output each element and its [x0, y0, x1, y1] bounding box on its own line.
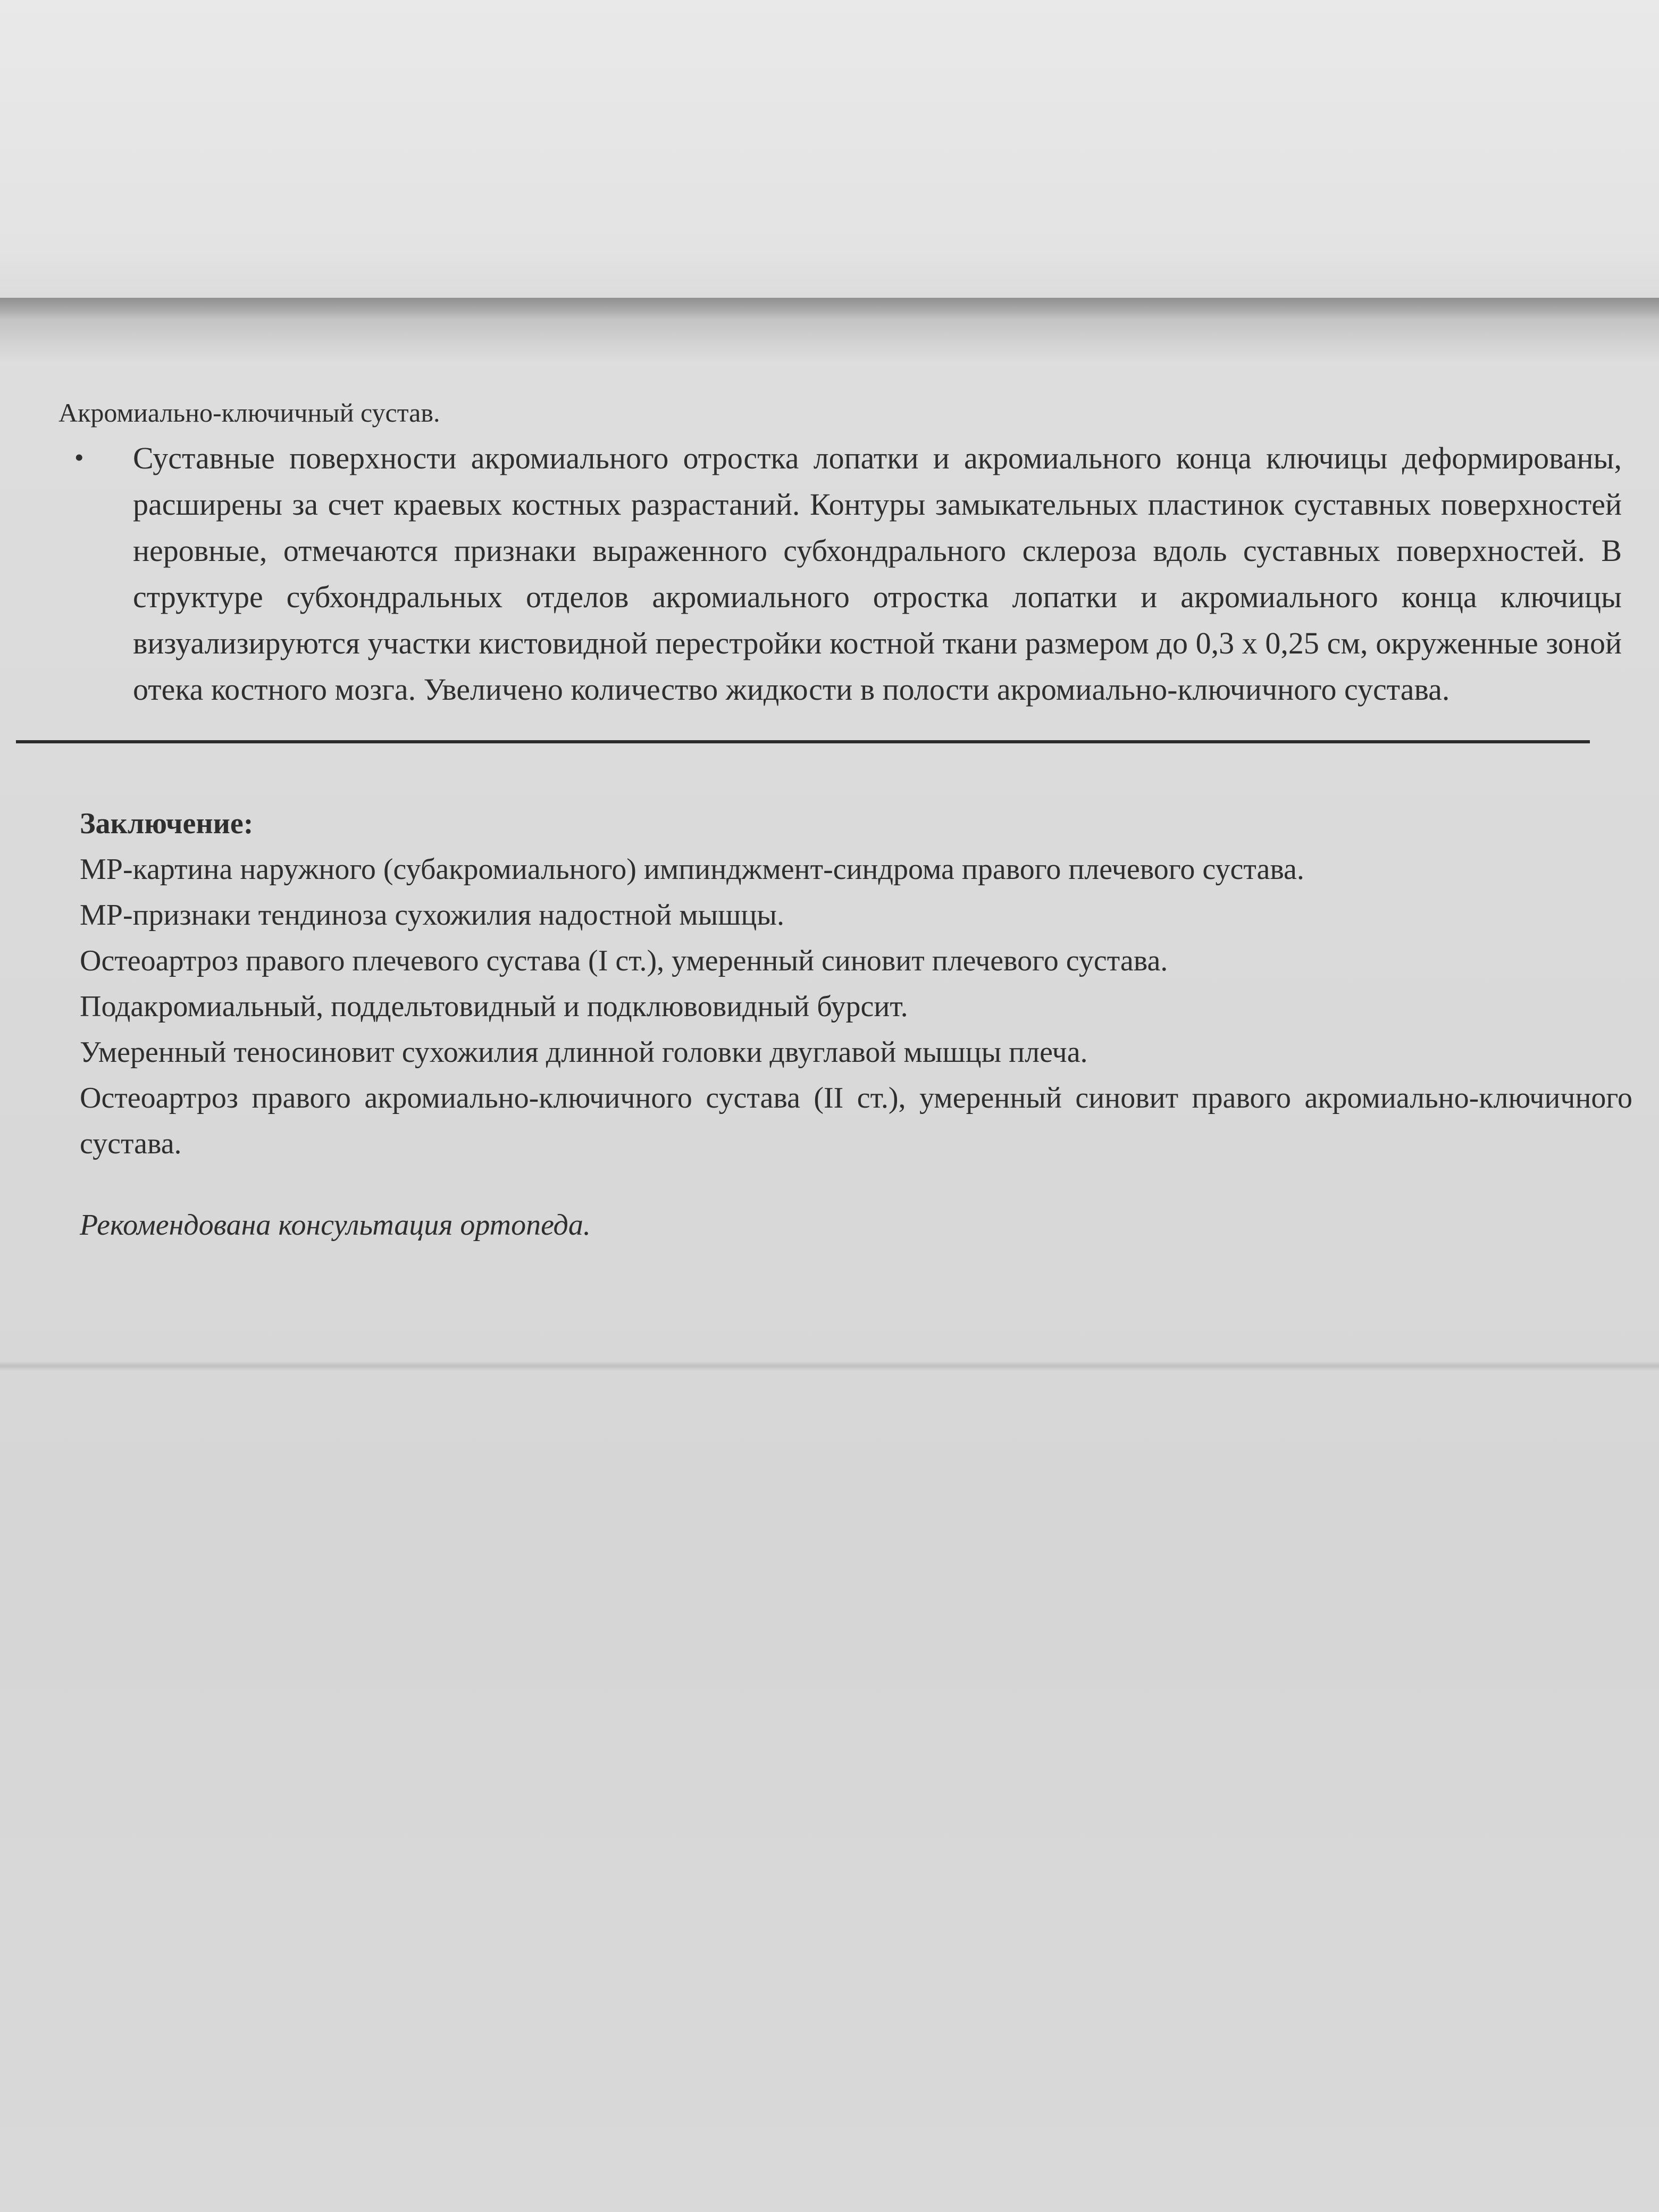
- bullet-icon: •: [74, 442, 84, 472]
- conclusion-line: Подакромиальный, поддельтовидный и подклювовидный бурсит.: [80, 990, 908, 1023]
- section-heading: Акромиально-ключичный сустав.: [58, 398, 440, 428]
- conclusion-line: Остеоартроз правого акромиально-ключичного сустава (II ст.), умеренный синовит правого акромиально-ключичного сустава.: [80, 1082, 1632, 1160]
- fold-shadow: [0, 298, 1659, 362]
- conclusion-line: Умеренный теносиновит сухожилия длинной головки двуглавой мышцы плеча.: [80, 1036, 1088, 1069]
- recommendation-text: Рекомендована консультация ортопеда.: [80, 1209, 591, 1242]
- conclusion-heading: Заключение:: [80, 807, 254, 840]
- finding-text: Суставные поверхности акромиального отростка лопатки и акромиального конца ключицы деформированы, расширены за счет краевых костных разрастаний. Контуры замыкательных пластинок суставных поверхностей неровные, отмечаются признаки выраженного субхондрального склероза вдоль суставных поверхностей. В структуре субхондральных отделов акромиального отростка лопатки и акромиального конца ключицы визуализируются участки кистовидной перестройки костной ткани размером до 0,3 х 0,25 см, окруженные зоной отека костного мозга. Увеличено количество жидкости в полости акромиально-ключичного сустава.: [133, 441, 1622, 707]
- finding-item: [58, 435, 1632, 713]
- conclusion-block: [58, 801, 1632, 1246]
- conclusion-line: Остеоартроз правого плечевого сустава (I ст.), умеренный синовит плечевого сустава.: [80, 944, 1168, 977]
- folded-top-flap: [0, 0, 1659, 314]
- conclusion-line: МР-признаки тендиноза сухожилия надостной мышцы.: [80, 899, 785, 932]
- section-divider: [16, 740, 1590, 743]
- fold-crease: [0, 1361, 1659, 1371]
- report-content: [58, 393, 1632, 1276]
- conclusion-line: МР-картина наружного (субакромиального) импинджмент-синдрома правого плечевого сустава.: [80, 853, 1304, 886]
